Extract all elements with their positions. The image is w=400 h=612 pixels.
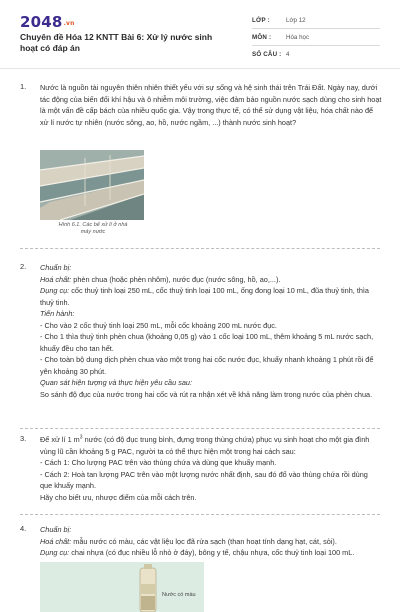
site-logo[interactable]: 2048.vn	[20, 13, 75, 31]
question-number: 2.	[20, 262, 27, 271]
page-header	[0, 0, 400, 69]
question-list	[0, 70, 400, 600]
meta-value-count: 4	[286, 50, 290, 58]
question-number: 3.	[20, 434, 27, 443]
water-plant-photo	[40, 150, 144, 220]
question-text: Để xử lí 1 $m^3$ nước (có độ đục trung bình, đựng trong thùng chứa) phục vụ sinh hoạt cho một gia đình vùng lũ cần khoảng 5 g PAC, người ta có thể thực hiện một trong hai cách sau: - Cách 1: Cho lượng PAC trên vào thùng chứa và dùng que khuấy mạnh. - Cách 2: Hoà tan lượng PAC trên vào một lượng nước nhất định, sau đó đổ vào thùng chứa rồi dùng que khuấy mạnh. Hãy cho biết ưu, nhược điểm của mỗi cách trên.	[40, 434, 370, 502]
meta-row-grade	[252, 12, 380, 29]
meta-value-grade[interactable]: Lớp 12	[286, 16, 306, 24]
divider	[20, 428, 380, 429]
meta-table	[252, 12, 380, 62]
figure-caption: Hình 6.1. Các bể xử lí ở nhà máy nước	[58, 222, 128, 235]
question-text: Nước là nguồn tài nguyên thiên nhiên thiết yếu với sự sống và hệ sinh thái trên Trái Đất. Ngày nay, dưới tác động của biến đổi khí hậu và ô nhiễm môi trường, việc đảm bảo nguồn nước sạch dùng cho sinh hoạt là một vấn đề cấp bách của nhiều quốc gia. Vậy trong thực tế, có thể sử dụng vật liệu, hóa chất nào để xử lí nước tự nhiên (nước sông, ao, hồ, nước ngầm, ...) thành nước sinh hoạt?	[40, 83, 382, 127]
meta-label-grade: LỚP :	[252, 16, 270, 24]
question-number: 1.	[20, 82, 27, 91]
meta-value-subject[interactable]: Hóa học	[286, 33, 310, 41]
meta-row-count	[252, 46, 380, 62]
question-text: Chuẩn bị: Hoá chất: mẫu nước có màu, các vật liệu lọc đã rửa sạch (than hoạt tính dạng hạt, cát, sỏi). Dụng cụ: chai nhựa (có đục nhiều lỗ nhỏ ở đáy), bông y tế, chậu nhựa, cốc thuỷ tinh loại 100 mL.	[40, 525, 355, 557]
meta-label-subject: MÔN :	[252, 33, 272, 41]
divider	[20, 248, 380, 249]
question-text: Chuẩn bị: Hoá chất: phèn chua (hoặc phèn nhôm), nước đục (nước sông, hồ, ao,...). Dụng cụ: cốc thuỷ tinh loại 250 mL, cốc thuỷ tinh loại 100 mL, ống đong loại 10 mL, đũa thuỷ tinh, thìa thuỷ tinh. Tiến hành: - Cho vào 2 cốc thuỷ tinh loại 250 mL, mỗi cốc khoảng 200 mL nước đục. - Cho 1 thìa thuỷ tinh phèn chua (khoảng 0,05 g) vào 1 cốc loại 100 mL, thêm khoảng 5 mL nước sạch, khuấy đều cho tan hết. - Cho toàn bộ dung dịch phèn chua vào một trong hai cốc nước đục, khuấy nhanh khoảng 1 phút rồi để yên khoảng 30 phút. Quan sát hiện tượng và thực hiện yêu cầu sau: So sánh độ đục của nước trong hai cốc và rút ra nhận xét về khả năng làm trong nước của phèn chua.	[40, 263, 374, 399]
filter-setup-figure	[40, 562, 204, 612]
meta-row-subject	[252, 29, 380, 46]
figure-label: Nước có màu	[162, 592, 196, 598]
document-title: Chuyên đề Hóa 12 KNTT Bài 6: Xử lý nước sinh hoạt có đáp án	[20, 32, 213, 53]
meta-label-count: SỐ CÂU :	[252, 50, 282, 58]
divider	[20, 514, 380, 515]
question-number: 4.	[20, 524, 27, 533]
